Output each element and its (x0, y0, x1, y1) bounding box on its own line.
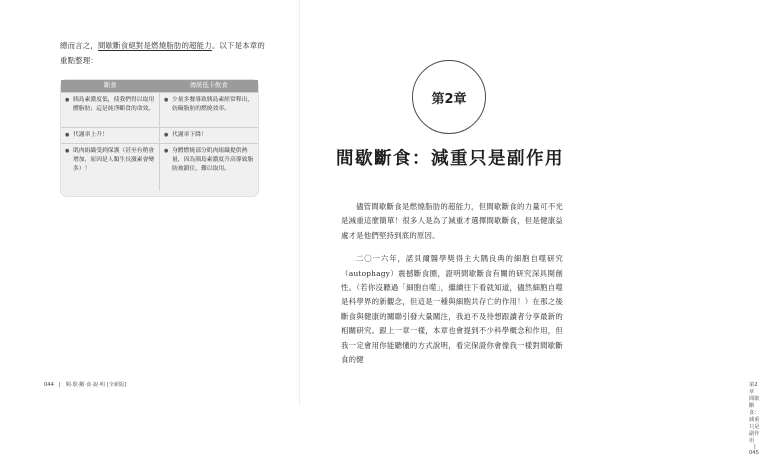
running-head-book-title: 間·歇·斷·食·說·明 (65, 382, 106, 388)
header-fasting: 斷食 (103, 82, 117, 89)
footer-divider: | (754, 444, 756, 450)
intro-text-b: 。以下是本章的重點整理： (60, 41, 265, 65)
intro-highlight: 間歇斷食絕對是燃燒脂肪的超能力 (97, 41, 212, 50)
bullet-icon: ● (164, 132, 169, 138)
body-text (341, 200, 563, 376)
page-number: 044 (44, 382, 54, 388)
comparison-table (60, 79, 259, 197)
bullet-icon: ● (164, 148, 169, 154)
intro-text-a: 總而言之， (60, 41, 98, 50)
table-header (61, 80, 258, 92)
intro-paragraph (60, 38, 270, 68)
header-low-calorie: 傳統低卡飲食 (189, 82, 228, 89)
footer-divider: | (58, 382, 61, 388)
bullet-icon: ● (164, 97, 169, 103)
running-head-chapter-name: 間歇斷食：減重只是副作用 (749, 396, 760, 444)
edition-label: [全新版] (106, 382, 127, 388)
table-cell: 肌肉組織受到保護（甚至有稍會增加，原因是人類生長激素會變多）！ (73, 148, 155, 173)
table-row (61, 143, 258, 191)
table-cell: 代謝率上升！ (73, 132, 108, 138)
table-cell: 少量多餐導致胰島素經常釋出，妨礙脂肪的燃燒效率。 (172, 97, 254, 113)
bullet-icon: ● (65, 132, 70, 138)
table-cell: 胰島素濃度低，使我們得以取用體脂肪；這是純淨斷食的命效。 (73, 97, 155, 113)
running-head-chapter: 第2章 (749, 382, 758, 395)
chapter-number-badge: 第2章 (412, 60, 486, 134)
chapter-title: 間歇斷食：減重只是副作用 (336, 149, 564, 169)
body-paragraph: 二〇一六年，諾貝爾醫學獎得主大隅良典的細胞自噬研究（autophagy）震撼斷食圈，證明間歇斷食有關的研究深具開創性。（若你沒聽過「細胞自噬」，繼續往下看就知道，儘然細胞自噬是科學界的新觀念，但這是一種與細胞共存亡的作用！）在那之後斷食與健康的關聯引發大量關注，我迫不及待想跟讀者分享最新的相關研究。跟上一章一樣，本章也會提到不少科學概念和作用，但我一定會用你能聽懂的方式說明，看完保證你會像我一樣對間歇斷食的健 (341, 254, 563, 365)
table-row (61, 127, 258, 143)
table-cell: 身體燃燒部分肌肉組織提供熱量，因為胰島素濃度升高導致脂肪被鎖住，難以取用。 (172, 148, 254, 173)
body-paragraph: 儘管間歇斷食是燃燒脂肪的超能力，但間歇斷食的力量可不光是減重這麼簡單！很多人是為了減重才選擇間歇斷食，但是健康益處才是他們堅持到底的原因。 (341, 202, 563, 240)
table-row (61, 92, 258, 127)
right-footer (749, 381, 761, 456)
page-number: 045 (749, 450, 759, 456)
bullet-icon: ● (65, 97, 70, 103)
left-footer (44, 381, 126, 388)
table-cell: 代謝率下降！ (172, 132, 207, 138)
bullet-icon: ● (65, 148, 70, 154)
left-page (0, 0, 300, 406)
